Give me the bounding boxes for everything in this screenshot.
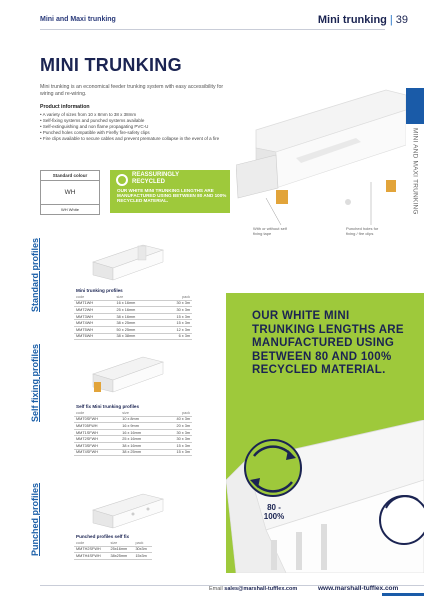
self-fix-table-title: Self fix Mini trunking profiles [76,404,140,409]
colour-table [40,170,100,215]
page-heading [318,14,408,26]
trunking-closeup-image [226,420,424,573]
table-row: MMT4WH 38 x 25mm 15 x 3m [76,321,190,326]
title-separator: | [389,14,393,26]
punched-profiles-table [74,540,152,560]
section-label-standard: Standard profiles [30,237,40,312]
section-label-punched: Punched profiles [30,482,40,556]
main-title: MINI TRUNKING [40,55,182,75]
promo-text: OUR WHITE MINI TRUNKING LENGTHS ARE MANUFACTURED USING BETWEEN 80 AND 100% RECYCLED MATERIAL. [252,310,404,376]
list-item: • Self-extinguishing and non flame propagating PVC-U [40,124,230,130]
list-item: • A variety of sizes from 10 x 8mm to 38 x 38mm [40,112,230,118]
table-row: MMT1SFWH 16 x 16mm 30 x 3m [76,430,190,435]
table-row: MMT2SFWH 25 x 16mm 30 x 3m [76,437,190,442]
table-header-row: code size pack [76,410,190,415]
standard-profiles-table [74,294,192,340]
table-row: MMT2WH 25 x 16mm 30 x 3m [76,307,190,312]
list-item: • Self-fixing systems and punched systems available [40,118,230,124]
standard-table-title: Mini trunking profiles [76,288,123,293]
self-fix-profiles-table [74,410,192,456]
product-info-heading: Product information [40,104,90,110]
trunking-hero-image [236,70,406,225]
side-label: MINI AND MAXI TRUNKING [411,128,419,215]
self-fix-profile-image [88,352,168,394]
section-label-self-fixing: Self fixing profiles [30,343,40,422]
recycled-percent-badge: 80 - 100% [263,503,285,521]
recycled-heading: REASSURINGLY RECYCLED [132,172,180,185]
recycle-icon [116,174,128,186]
table-header-row: code size pack [74,540,152,546]
table-row: MMT4SFWH 38 x 25mm 15 x 3m [76,450,190,455]
footer-accent-bar [382,593,424,596]
standard-profile-image [88,240,168,282]
recycled-text: OUR WHITE MINI TRUNKING LENGTHS ARE MANUFACTURED USING BETWEEN 80 AND 100% RECYCLED MATERIAL. [117,188,227,204]
table-row: MMT6WH 38 x 38mm 6 x 3m [76,334,190,339]
table-row: MMT5WH 50 x 25mm 12 x 3m [76,327,190,332]
table-row: MMT3SFWH 38 x 16mm 15 x 3m [76,443,190,448]
table-row: MMT1WH 16 x 16mm 30 x 3m [76,301,190,306]
website-link[interactable]: www.marshall-tufflex.com [318,585,399,592]
table-row: MMT0SFWH 10 x 8mm 40 x 3m [76,417,190,422]
table-row: MMTH2SFWH 25x16mm 30x3m [74,546,152,553]
colour-heading: Standard colour [41,171,99,181]
table-row: MMT05FWH 16 x 9mm 20 x 3m [76,423,190,428]
punched-table-title: Punched profiles self fix [76,534,130,539]
colour-name: WH White [61,207,79,212]
table-row: MMTH4SFWH 38x25mm 15x3m [74,553,152,560]
page-number: 39 [395,14,408,26]
caption-self-fixing-tape: With or without self fixing tape [253,226,287,236]
header-divider [40,29,385,30]
table-header-row: code size pack [76,294,190,299]
product-info-list [40,112,230,142]
colour-code: WH [41,181,99,205]
section-tab [406,88,424,124]
punched-profile-image [88,490,168,530]
list-item: • Punched holes compatible with Firefly fire-safety clips [40,130,230,136]
caption-punched-holes: Punched holes for fixing / fire clips [346,226,379,236]
table-row: MMT3WH 38 x 16mm 15 x 3m [76,314,190,319]
email-link[interactable]: sales@marshall-tufflex.com [224,586,298,592]
footer-email [209,586,297,592]
list-item: • Fire clips available to secure cables and prevent premature collapse in the event of a fire [40,136,230,142]
email-label: Email [209,586,223,592]
intro-text: Mini trunking is an economical feeder trunking system with easy accessibility for wiring and re-wiring. [40,84,224,97]
page-title: Mini trunking [317,14,387,26]
section-label: Mini and Maxi trunking [40,16,116,23]
